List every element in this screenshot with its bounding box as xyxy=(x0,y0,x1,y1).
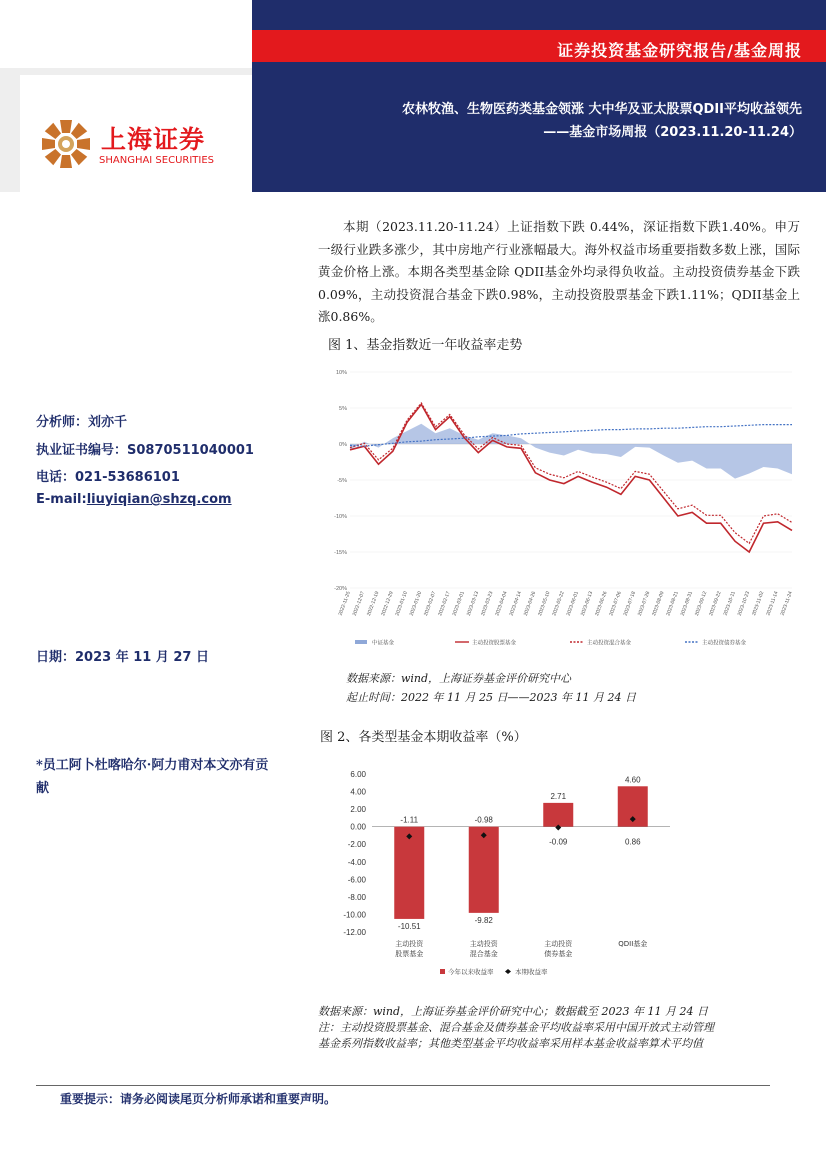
x-tick-label: 2023-04-04 xyxy=(494,590,509,617)
x-tick-label: 2023-05-22 xyxy=(551,590,566,617)
legend-swatch xyxy=(505,969,511,974)
point-value-label: -0.09 xyxy=(549,837,568,847)
category-label: 主动投资 xyxy=(544,940,573,948)
y-tick-label: 0.00 xyxy=(350,822,366,832)
bar xyxy=(394,827,424,919)
bar-value-label: 2.71 xyxy=(550,791,567,801)
x-tick-label: 2023-08-09 xyxy=(651,590,666,617)
email-link[interactable]: liuyiqian@shzq.com xyxy=(86,492,232,507)
x-tick-label: 2023-01-10 xyxy=(394,590,409,617)
summary-paragraph: 本期（2023.11.20-11.24）上证指数下跌 0.44%，深证指数下跌1.40%。申万一级行业跌多涨少，其中房地产行业涨幅最大。海外权益市场重要指数多数上涨，国际黄金价格上涨。本期各类型基金除 QDII基金外均录得负收益。主动投资债券基金下跌 0.09%，主动投资混合基金下跌0.98%，主动投资股票基金下跌1.11%；QDII基金上涨0.86%。 xyxy=(318,219,800,325)
point-value-label: 0.86 xyxy=(624,837,641,847)
bar-value-label: 4.60 xyxy=(624,775,641,785)
x-tick-label: 2023-07-06 xyxy=(608,590,623,617)
x-tick-label: 2023-09-22 xyxy=(708,590,723,617)
analyst-cert-number: 执业证书编号：S0870511040001 xyxy=(36,443,254,458)
y-tick-label: 2.00 xyxy=(350,805,366,815)
x-tick-label: 2023-11-02 xyxy=(751,590,766,617)
x-tick-label: 2023-03-23 xyxy=(480,590,495,617)
bar-value-label: -10.51 xyxy=(397,921,421,931)
y-tick-label: -2.00 xyxy=(347,840,366,850)
logo-name-cn: 上海证券 xyxy=(101,125,206,154)
y-tick-label: -4.00 xyxy=(347,857,366,867)
x-tick-label: 2023-10-23 xyxy=(736,590,752,617)
legend-label: 主动投资债券基金 xyxy=(702,640,747,647)
y-tick-label: -10.00 xyxy=(343,910,366,920)
x-tick-label: 2023-03-13 xyxy=(465,590,481,617)
header-top-band xyxy=(252,0,826,30)
category-label: 混合基金 xyxy=(469,950,498,958)
x-tick-label: 2023-06-26 xyxy=(594,590,609,617)
figure2-note-line2: 基金系列指数收益率；其他类型基金平均收益率采用样本基金收益率算术平均值 xyxy=(318,1037,703,1050)
shanghai-securities-logo-icon xyxy=(40,118,92,170)
point-value-label: -0.98 xyxy=(474,815,493,825)
x-tick-label: 2023-06-01 xyxy=(565,590,581,617)
category-label: 主动投资 xyxy=(395,940,424,948)
x-tick-label: 2022-12-19 xyxy=(366,590,381,617)
y-tick-label: 10% xyxy=(335,370,347,376)
y-tick-label: -5% xyxy=(337,478,347,484)
figure1-period: 起止时间：2022 年 11 月 25 日——2023 年 11 月 24 日 xyxy=(346,691,636,704)
analyst-phone: 电话：021-53686101 xyxy=(36,470,180,485)
figure1-title: 图 1、基金指数近一年收益率走势 xyxy=(328,338,523,353)
analyst-name: 分析师：刘亦千 xyxy=(36,415,128,430)
y-tick-label: -10% xyxy=(334,514,347,520)
series-line xyxy=(350,403,792,543)
header-divider-band xyxy=(252,62,826,70)
x-tick-label: 2023-09-12 xyxy=(693,590,709,617)
category-label: 股票基金 xyxy=(395,950,424,958)
x-tick-label: 2023-07-18 xyxy=(622,590,638,617)
x-tick-label: 2023-02-17 xyxy=(437,590,452,617)
x-tick-label: 2023-04-26 xyxy=(522,590,538,617)
report-type-label: 证券投资基金研究报告/基金周报 xyxy=(557,41,802,60)
y-tick-label: 4.00 xyxy=(350,787,366,797)
x-tick-label: 2022-12-29 xyxy=(380,590,395,617)
x-tick-label: 2023-06-13 xyxy=(579,590,595,617)
series-area xyxy=(350,424,792,479)
report-date: 日期：2023 年 11 月 27 日 xyxy=(36,650,209,665)
legend-label: 今年以来收益率 xyxy=(448,968,494,976)
bar xyxy=(469,827,499,913)
x-tick-label: 2022-12-07 xyxy=(351,590,367,617)
y-tick-label: 0% xyxy=(339,442,347,448)
x-tick-label: 2023-05-10 xyxy=(537,590,552,617)
footer-notice: 重要提示：请务必阅读尾页分析师承诺和重要声明。 xyxy=(60,1092,337,1106)
report-subtitle: ——基金市场周报（2023.11.20-11.24） xyxy=(543,125,802,140)
fund-return-bar-chart xyxy=(330,762,680,984)
contributor-note: *员工阿卜杜喀哈尔·阿力甫对本文亦有贡献 xyxy=(36,758,269,796)
category-label: 主动投资 xyxy=(469,940,498,948)
legend-label: 主动投资股票基金 xyxy=(472,640,517,647)
x-tick-label: 2023-07-28 xyxy=(636,590,652,617)
legend-swatch xyxy=(355,640,367,644)
x-tick-label: 2023-11-24 xyxy=(779,590,794,617)
bar-value-label: -9.82 xyxy=(474,915,493,925)
legend-swatch xyxy=(440,969,445,974)
y-tick-label: -8.00 xyxy=(347,892,366,902)
bar xyxy=(543,803,573,827)
legend-label: 中证基金 xyxy=(372,640,395,647)
x-tick-label: 2023-08-21 xyxy=(665,590,680,617)
y-tick-label: -12.00 xyxy=(343,928,366,937)
x-tick-label: 2023-01-20 xyxy=(408,590,424,617)
fund-index-line-chart xyxy=(330,362,800,654)
y-tick-label: 5% xyxy=(339,406,347,412)
figure2-source: 数据来源：wind，上海证券基金评价研究中心；数据截至 2023 年 11 月 24 日 xyxy=(318,1005,709,1018)
category-label: 债券基金 xyxy=(544,950,573,958)
x-tick-label: 2023-08-31 xyxy=(679,590,695,617)
y-tick-label: -20% xyxy=(334,586,347,592)
x-tick-label: 2023-11-14 xyxy=(765,590,780,617)
legend-label: 本期收益率 xyxy=(515,968,548,976)
point-value-label: -1.11 xyxy=(400,815,419,825)
figure2-note-line1: 注：主动投资股票基金、混合基金及债券基金平均收益率采用中国开放式主动管理 xyxy=(318,1021,714,1034)
y-tick-label: -15% xyxy=(334,550,347,556)
x-tick-label: 2023-02-07 xyxy=(423,590,438,617)
analyst-email xyxy=(36,492,232,507)
x-tick-label: 2023-03-01 xyxy=(451,590,466,617)
figure1-source: 数据来源：wind，上海证券基金评价研究中心 xyxy=(346,672,572,685)
logo-name-en: SHANGHAI SECURITIES xyxy=(99,155,215,166)
x-tick-label: 2023-10-11 xyxy=(722,590,737,617)
legend-label: 主动投资混合基金 xyxy=(587,640,632,647)
report-title: 农林牧渔、生物医药类基金领涨 大中华及亚太股票QDII平均收益领先 xyxy=(401,102,802,117)
x-tick-label: 2022-11-25 xyxy=(337,590,352,617)
footer-divider xyxy=(36,1085,770,1086)
category-label: QDII基金 xyxy=(618,940,648,948)
y-tick-label: 6.00 xyxy=(350,770,366,779)
x-tick-label: 2023-04-14 xyxy=(508,590,523,617)
y-tick-label: -6.00 xyxy=(347,875,366,885)
email-label: E-mail: xyxy=(36,492,87,507)
figure2-title: 图 2、各类型基金本期收益率（%） xyxy=(320,730,527,745)
